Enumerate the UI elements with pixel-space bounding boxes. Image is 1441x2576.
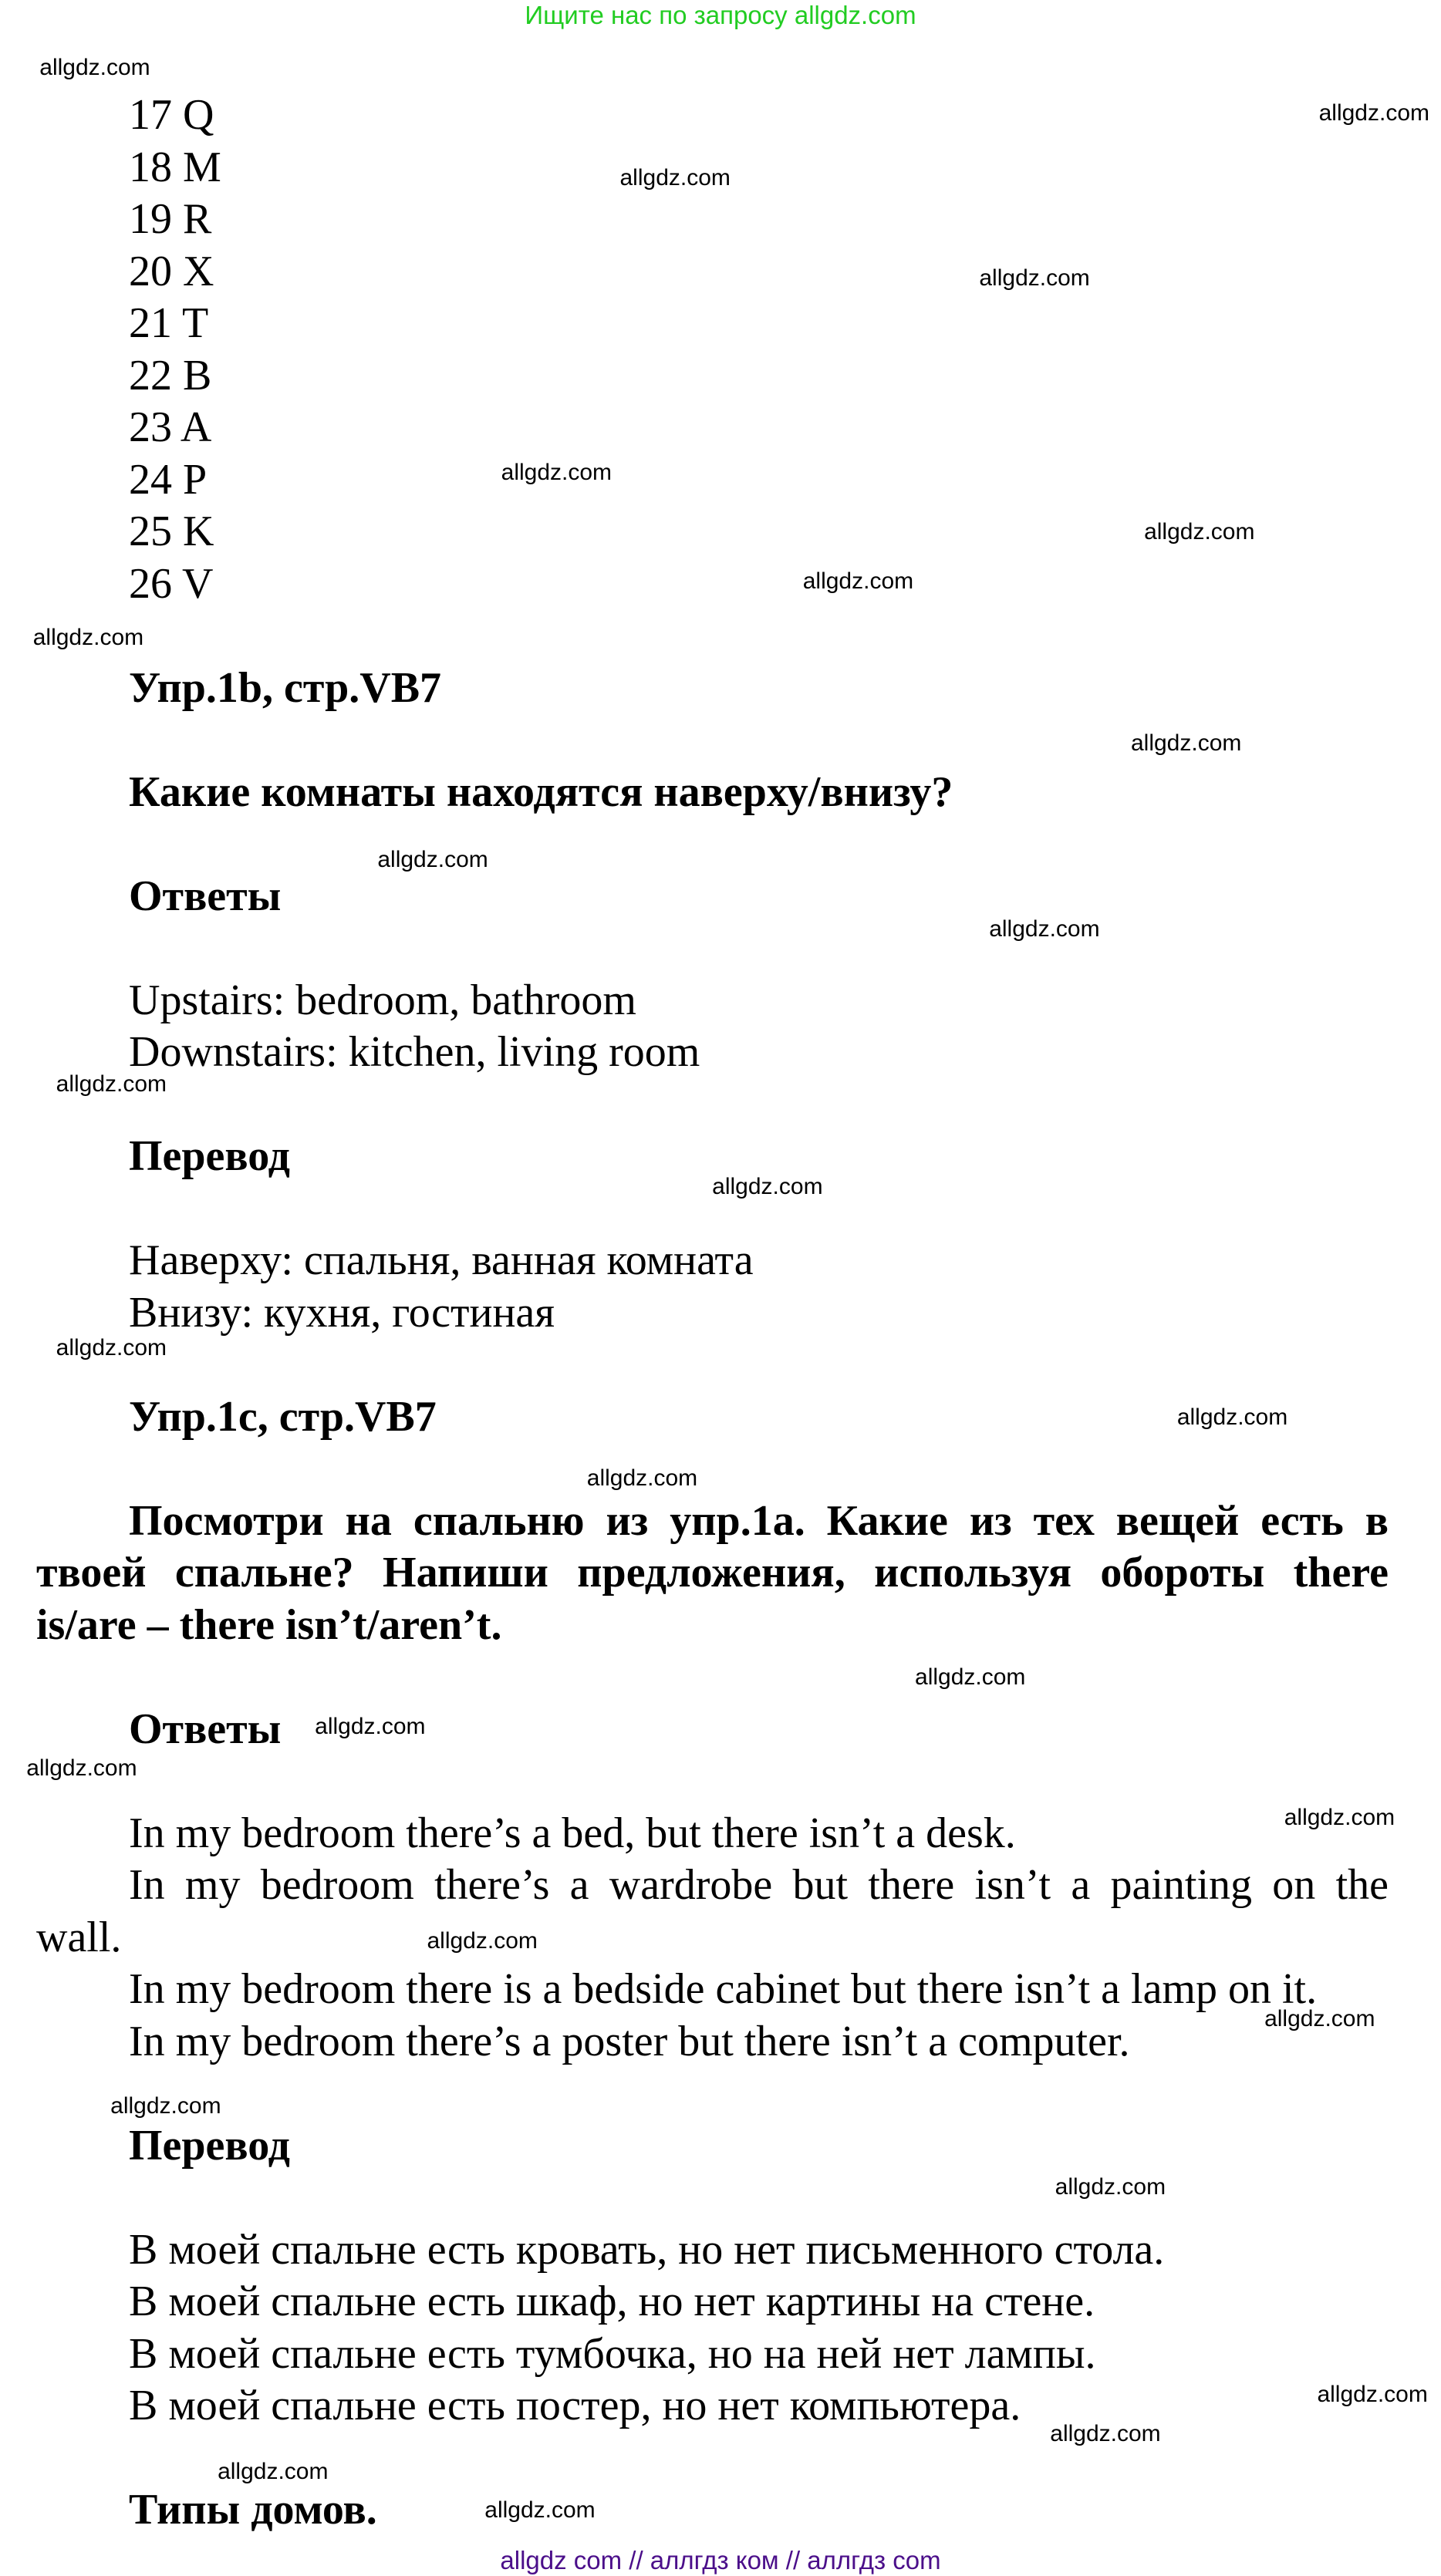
- exercise-question-line: is/are – there isn’t/aren’t.: [36, 1600, 502, 1649]
- watermark-text: allgdz.com: [979, 265, 1090, 292]
- section-title: Типы домов.: [129, 2486, 377, 2534]
- watermark-text: allgdz.com: [802, 568, 914, 595]
- search-hint-banner[interactable]: Ищите нас по запросу allgdz.com: [525, 1, 916, 29]
- watermark-text: allgdz.com: [110, 2092, 221, 2119]
- exercise-question-line: твоей спальне? Напиши предложения, используя обороты there: [36, 1549, 1389, 1597]
- answer-line: Downstairs: kitchen, living room: [129, 1028, 700, 1076]
- exercise-title: Упр.1b, стр.VB7: [129, 663, 442, 712]
- answer-letter: 17 Q: [129, 91, 214, 139]
- watermark-text: allgdz.com: [56, 1071, 167, 1097]
- translation-heading: Перевод: [129, 1132, 290, 1180]
- answer-letter: 24 P: [129, 455, 208, 504]
- answer-line: In my bedroom there’s a poster but there isn’t a computer.: [129, 2017, 1130, 2065]
- answer-letter: 21 T: [129, 299, 209, 347]
- answer-letter: 23 A: [129, 403, 212, 451]
- watermark-text: allgdz.com: [1264, 2005, 1375, 2031]
- answer-line: In my bedroom there’s a wardrobe but there isn’t a painting on the: [129, 1861, 1389, 1909]
- translation-heading: Перевод: [129, 2121, 290, 2170]
- answer-line: wall.: [36, 1913, 122, 1961]
- watermark-text: allgdz.com: [1317, 2381, 1428, 2407]
- exercise-question-line: Посмотри на спальню из упр.1а. Какие из тех вещей есть в: [129, 1496, 1389, 1545]
- watermark-text: allgdz.com: [427, 1928, 538, 1954]
- watermark-text: allgdz.com: [586, 1465, 698, 1491]
- watermark-text: allgdz.com: [989, 916, 1100, 942]
- watermark-text: allgdz.com: [1176, 1404, 1288, 1430]
- watermark-text: allgdz.com: [484, 2497, 596, 2523]
- watermark-text: allgdz.com: [712, 1173, 823, 1199]
- watermark-text: allgdz.com: [377, 847, 488, 873]
- watermark-text: allgdz.com: [915, 1664, 1026, 1691]
- watermark-text: allgdz.com: [218, 2459, 329, 2485]
- watermark-text: allgdz.com: [39, 54, 150, 80]
- watermark-text: allgdz.com: [501, 460, 613, 486]
- watermark-text: allgdz.com: [1130, 730, 1242, 756]
- watermark-text: allgdz.com: [1318, 100, 1429, 126]
- answers-heading: Ответы: [129, 872, 282, 920]
- answer-letter: 19 R: [129, 195, 212, 243]
- watermark-text: allgdz.com: [1050, 2421, 1161, 2447]
- answer-letter: 18 M: [129, 143, 221, 191]
- answer-letter: 22 B: [129, 351, 212, 400]
- translation-line: В моей спальне есть шкаф, но нет картины на стене.: [129, 2278, 1095, 2325]
- watermark-text: allgdz.com: [1144, 519, 1255, 545]
- watermark-text: allgdz.com: [619, 164, 731, 191]
- answer-line: In my bedroom there’s a bed, but there isn’t a desk.: [129, 1809, 1016, 1857]
- watermark-text: allgdz.com: [56, 1334, 167, 1360]
- watermark-text: allgdz.com: [32, 624, 144, 650]
- translation-line: Внизу: кухня, гостиная: [129, 1288, 555, 1337]
- translation-line: В моей спальне есть тумбочка, но на ней нет лампы.: [129, 2329, 1096, 2378]
- watermark-text: allgdz.com: [1284, 1805, 1395, 1830]
- translation-line: В моей спальне есть кровать, но нет письменного стола.: [129, 2225, 1165, 2274]
- watermark-text: allgdz.com: [26, 1755, 137, 1781]
- answer-line: In my bedroom there is a bedside cabinet but there isn’t a lamp on it.: [129, 1965, 1318, 2013]
- answer-line: Upstairs: bedroom, bathroom: [129, 976, 636, 1024]
- answer-letter: 25 K: [129, 507, 214, 555]
- exercise-question: Какие комнаты находятся наверху/внизу?: [129, 767, 953, 816]
- answer-letter: 20 X: [129, 247, 214, 295]
- exercise-title: Упр.1c, стр.VB7: [129, 1392, 437, 1441]
- answers-heading: Ответы: [129, 1704, 282, 1753]
- answer-letter: 26 V: [129, 559, 214, 608]
- watermark-text: allgdz.com: [1055, 2173, 1166, 2200]
- translation-line: В моей спальне есть постер, но нет компьютера.: [129, 2382, 1021, 2429]
- translation-line: Наверху: спальня, ванная комната: [129, 1236, 754, 1284]
- footer-links[interactable]: allgdz com // аллгдз ком // аллгдз com: [500, 2546, 941, 2574]
- watermark-text: allgdz.com: [315, 1714, 426, 1740]
